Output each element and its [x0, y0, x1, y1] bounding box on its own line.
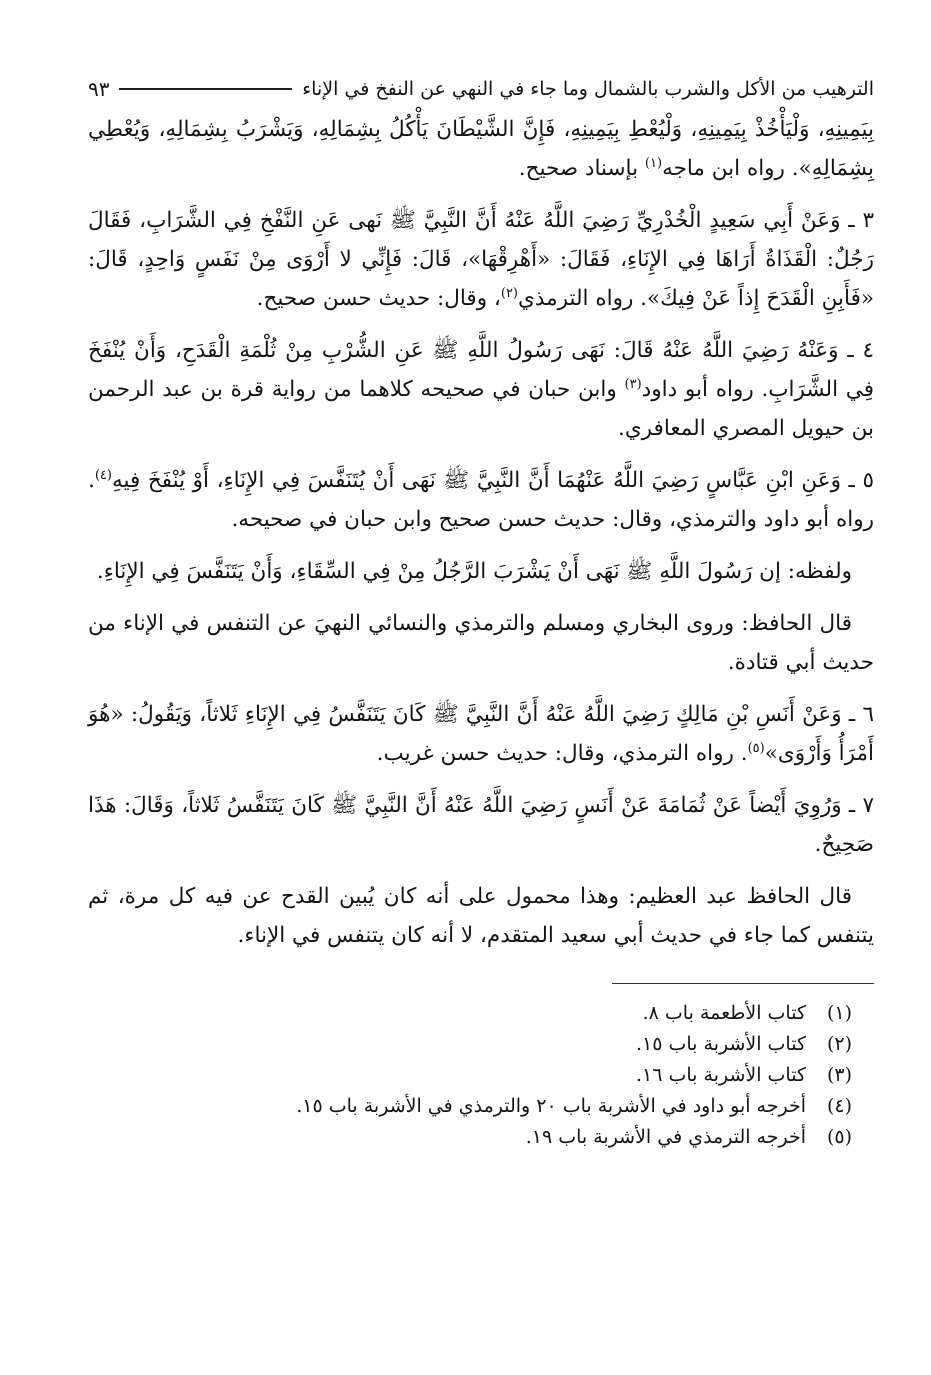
footnotes: [88, 998, 874, 1153]
running-header: [88, 72, 874, 106]
paragraph-text: ٦ ـ وَعَنْ أَنَسِ بْنِ مَالِكٍ رَضِيَ اللَّهُ عَنْهُ أَنَّ النَّبِيَّ ﷺ كَانَ يَتَنَفَّسُ فِي الإِنَاءِ ثَلاثاً، وَيَقُولُ: «هُوَ أَمْرَأُ وَأَرْوَى»: [88, 702, 874, 766]
footnote-text: أخرجه أبو داود في الأشربة باب ٢٠ والترمذي في الأشربة باب ١٥.: [296, 1095, 806, 1117]
footnote: [88, 1060, 874, 1091]
paragraph-text: قال الحافظ: وروى البخاري ومسلم والترمذي والنسائي النهيَ عن التنفس في الإناء من حديث أبي قتادة.: [88, 611, 874, 675]
paragraph-text: ولفظه: إن رَسُولَ اللَّهِ ﷺ نَهَى أَنْ يَشْرَبَ الرَّجُلُ مِنْ فِي السِّقَاءِ، وَأَنْ يَتَنَفَّسَ فِي الإِنَاءِ.: [96, 559, 852, 584]
header-rule: [119, 88, 292, 90]
paragraph-text: بإسناد صحيح.: [518, 156, 645, 181]
footnote-separator: [612, 983, 874, 984]
paragraph-text: وابن حبان في صحيحه كلاهما من رواية قرة بن عبد الرحمن بن حيويل المصري المعافري.: [88, 377, 874, 441]
page-number: ٩٣: [88, 77, 110, 101]
book-page: [88, 72, 874, 1153]
footnote: [88, 1029, 874, 1060]
footnote: [88, 1091, 874, 1122]
paragraph: [88, 331, 874, 448]
footnote-text: كتاب الأشربة باب ١٦.: [636, 1064, 806, 1086]
footnote-number: (٣): [826, 1064, 852, 1086]
paragraph: [88, 877, 874, 955]
footnote-number: (٥): [826, 1126, 852, 1148]
footnote: [88, 998, 874, 1029]
paragraph-text: قال الحافظ عبد العظيم: وهذا محمول على أنه كان يُبين القدح عن فيه كل مرة، ثم يتنفس كما جاء في حديث أبي سعيد المتقدم، لا أنه كان يتنفس في الإناء.: [88, 884, 874, 948]
footnote-ref: (٥): [747, 741, 765, 757]
paragraph-text: ٤ ـ وَعَنْهُ رَضِيَ اللَّهُ عَنْهُ قَالَ: نَهَى رَسُولُ اللَّهِ ﷺ عَنِ الشُّرْبِ مِنْ ثُلْمَةِ الْقَدَحِ، وَأَنْ يُنْفَخَ فِي الشَّرَابِ. رواه أبو داود: [88, 338, 874, 402]
paragraph: [88, 110, 874, 188]
running-title: الترهيب من الأكل والشرب بالشمال وما جاء في النهي عن النفخ في الإناء: [302, 78, 874, 100]
paragraph-text: بِيَمِينِهِ، وَلْيَأْخُذْ بِيَمِينِهِ، وَلْيُعْطِ بِيَمِينِهِ، فَإِنَّ الشَّيْطَانَ يَأْكُلُ بِشِمَالِهِ، وَيَشْرَبُ بِشِمَالِهِ، وَيُعْطِي بِشِمَالِهِ». رواه ابن ماجه: [88, 117, 874, 181]
footnote-ref: (٢): [500, 286, 518, 302]
body-text: [88, 110, 874, 955]
footnote-ref: (٣): [624, 377, 642, 393]
paragraph: [88, 604, 874, 682]
paragraph: [88, 695, 874, 773]
paragraph-text: . رواه أبو داود والترمذي، وقال: حديث حسن صحيح وابن حبان في صحيحه.: [88, 468, 874, 532]
footnote-number: (٤): [826, 1095, 852, 1117]
paragraph: [88, 461, 874, 539]
paragraph: [88, 786, 874, 864]
footnote-text: أخرجه الترمذي في الأشربة باب ١٩.: [525, 1126, 806, 1148]
paragraph-text: . رواه الترمذي، وقال: حديث حسن غريب.: [376, 741, 748, 766]
footnote-number: (١): [826, 1002, 852, 1024]
paragraph-text: ، وقال: حديث حسن صحيح.: [256, 286, 501, 311]
footnote-text: كتاب الأطعمة باب ٨.: [642, 1002, 806, 1024]
footnote-ref: (١): [644, 156, 663, 172]
paragraph-text: ٣ ـ وَعَنْ أَبِي سَعِيدٍ الْخُدْرِيِّ رَضِيَ اللَّهُ عَنْهُ أَنَّ النَّبِيَّ ﷺ نَهى عَنِ النَّفْخِ فِي الشَّرَابِ، فَقَالَ رَجُلٌ: الْقَذَاةُ أَرَاهَا فِي الإِنَاءِ، فَقَالَ: «أَهْرِقْهَا»، قَالَ: فَإِنِّي لا أَرْوَى مِنْ نَفَسٍ وَاحِدٍ، قَالَ: «فَأَبِنِ الْقَدَحَ إِذاً عَنْ فِيكَ». رواه الترمذي: [88, 208, 874, 311]
footnote-number: (٢): [826, 1033, 852, 1055]
paragraph-text: ٥ ـ وَعَنِ ابْنِ عَبَّاسٍ رَضِيَ اللَّهُ عَنْهُمَا أَنَّ النَّبِيَّ ﷺ نَهَى أَنْ يُتَنَفَّسَ فِي الإِنَاءِ، أَوْ يُنْفَخَ فِيهِ: [111, 468, 874, 493]
paragraph-text: ٧ ـ وَرُوِيَ أَيْضاً عَنْ ثُمَامَةَ عَنْ أَنَسٍ رَضِيَ اللَّهُ عَنْهُ أَنَّ النَّبِيَّ ﷺ كَانَ يَتَنَفَّسُ ثَلاثاً، وَقَالَ: هَذَا صَحِيحٌ.: [88, 793, 874, 857]
paragraph: [88, 552, 874, 591]
footnote: [88, 1122, 874, 1153]
footnote-ref: (٤): [94, 468, 112, 484]
footnote-text: كتاب الأشربة باب ١٥.: [636, 1033, 806, 1055]
paragraph: [88, 201, 874, 318]
